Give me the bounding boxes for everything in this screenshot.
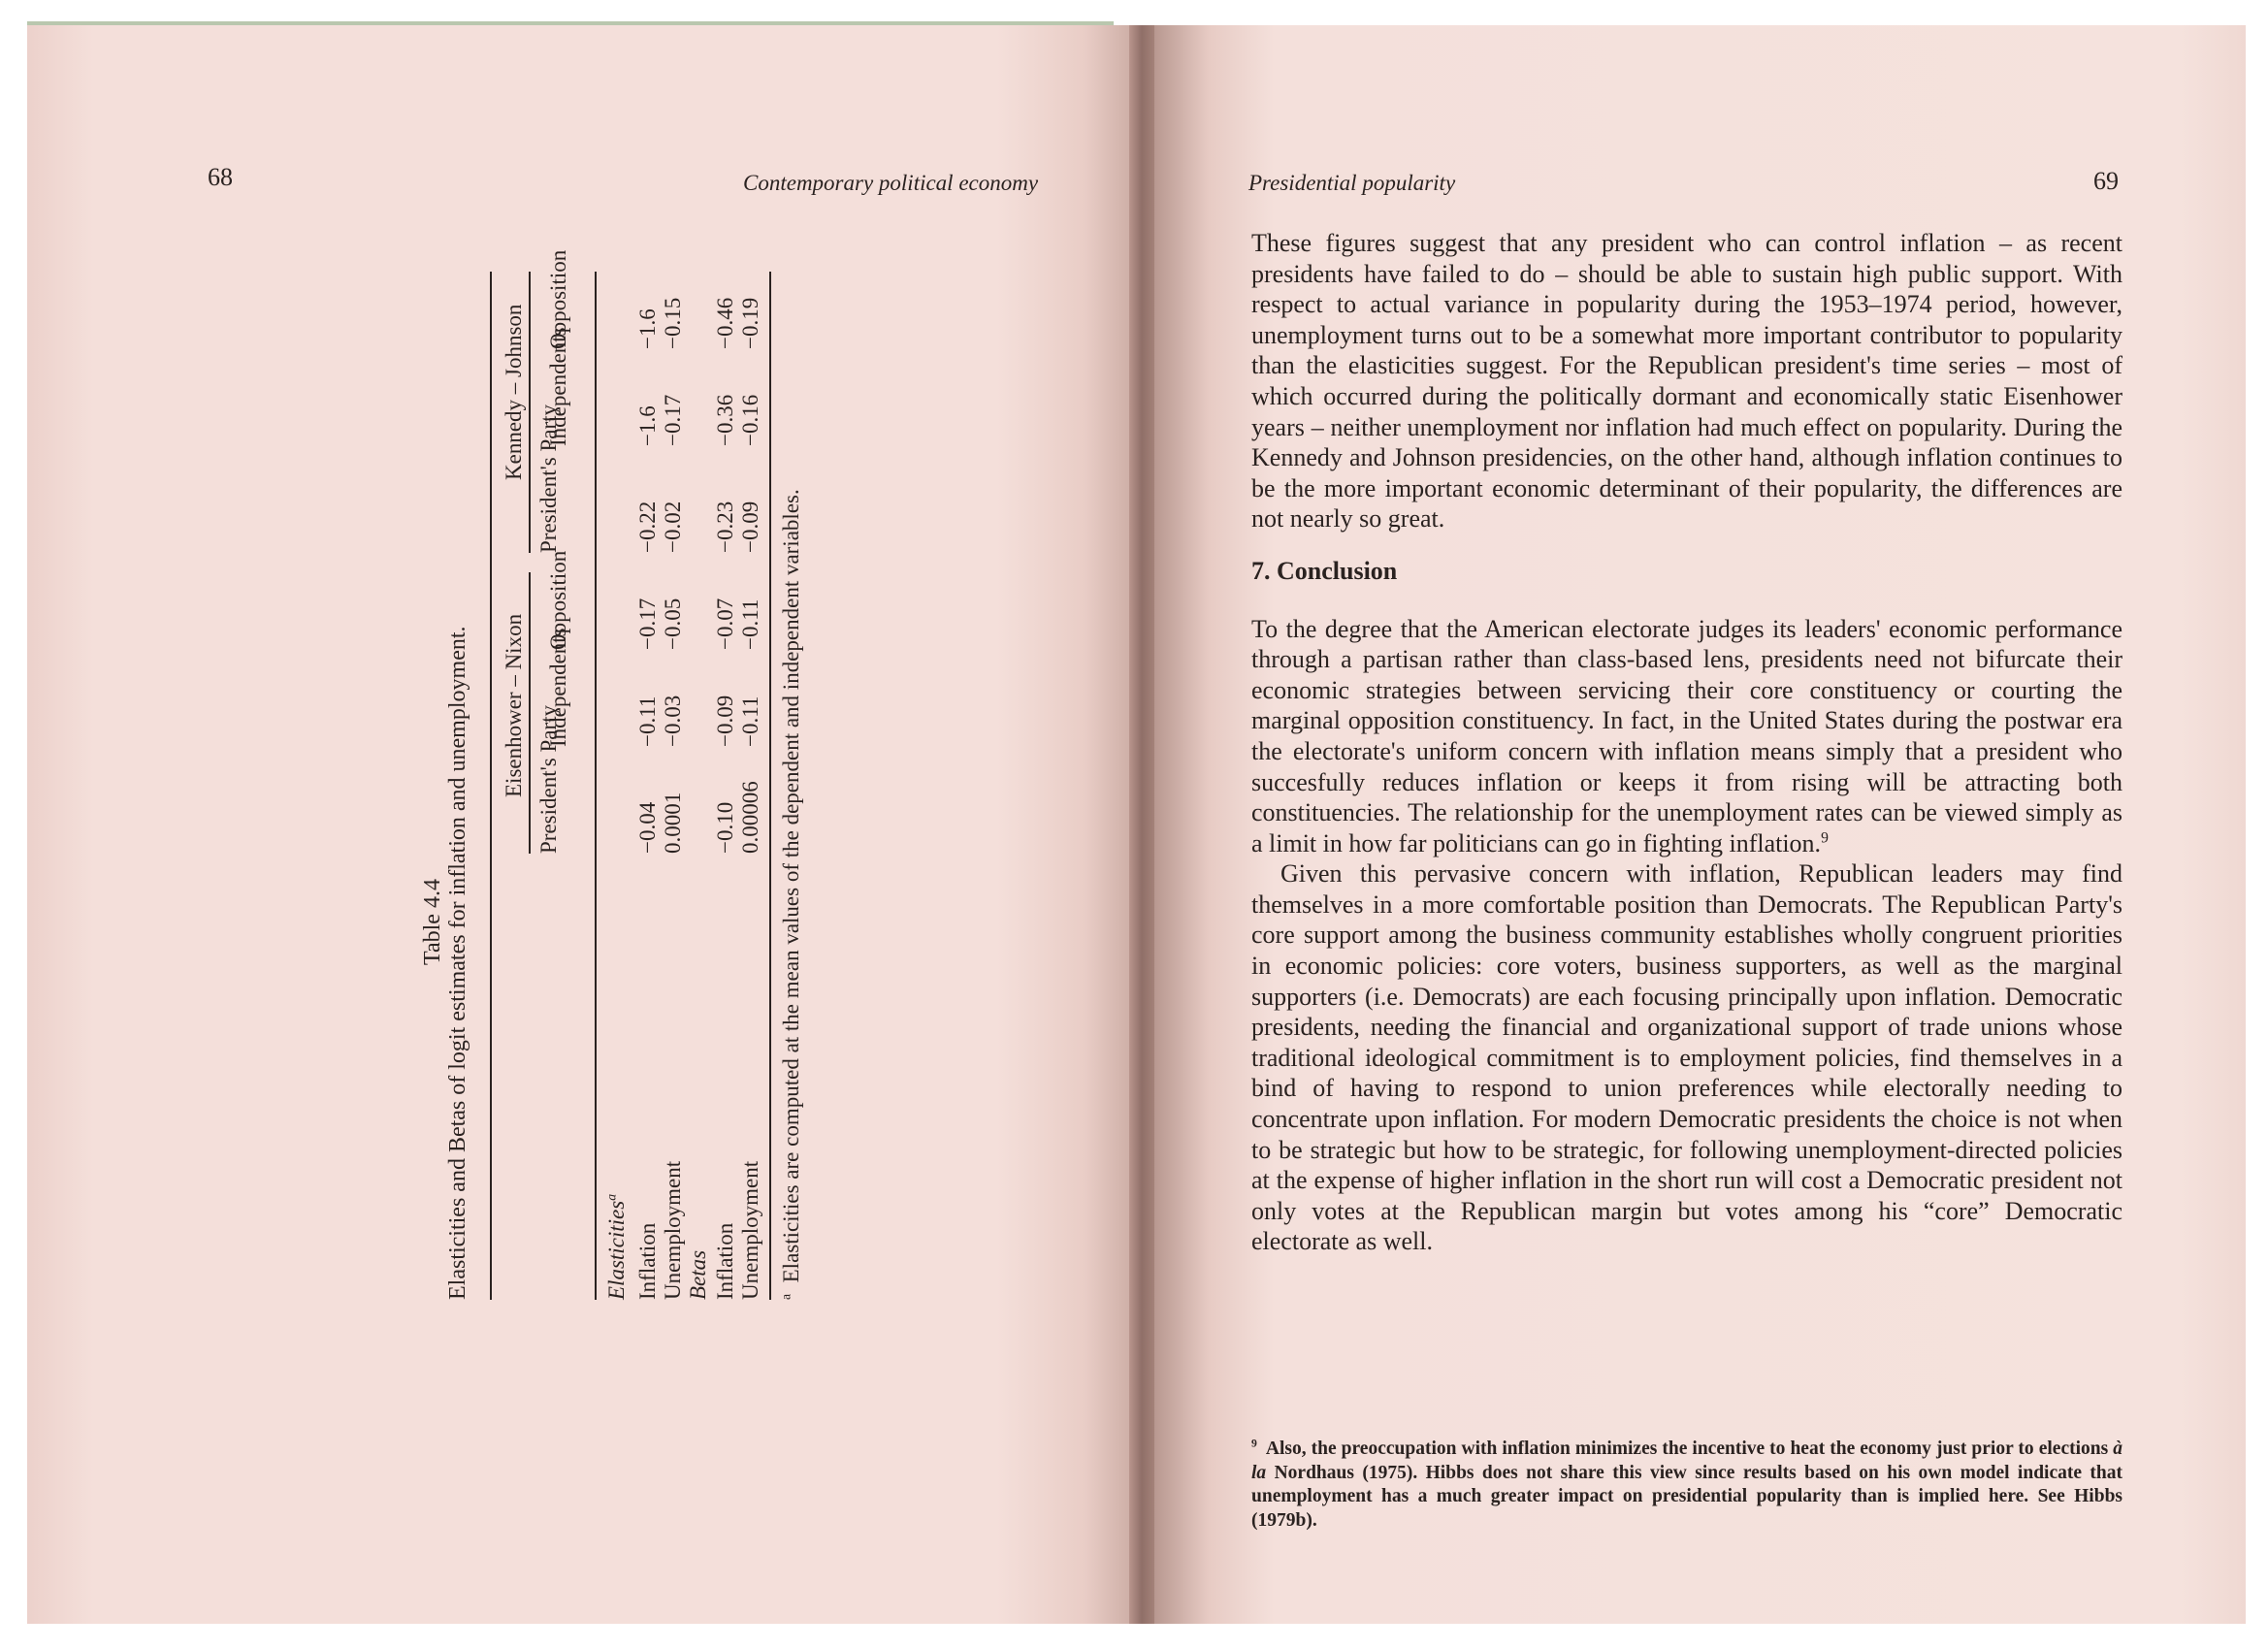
col-header-independents-2: Independents bbox=[546, 327, 570, 446]
table-bottom-rule bbox=[769, 272, 771, 1300]
beta-values: −0.07 −0.11 bbox=[713, 598, 763, 650]
col-header-presidents-party-1: President's Party bbox=[536, 705, 561, 854]
beta-values: −0.09 −0.11 bbox=[713, 695, 763, 747]
elasticity-values: −1.6 −0.17 bbox=[635, 394, 686, 446]
elasticity-values: −0.11 −0.03 bbox=[635, 695, 686, 747]
beta-values: −0.46 −0.19 bbox=[713, 297, 763, 349]
footnote-ref: 9 bbox=[1821, 829, 1829, 847]
section-heading-conclusion: 7. Conclusion bbox=[1251, 556, 1398, 585]
left-running-head: Contemporary political economy bbox=[743, 171, 1039, 195]
elasticity-values: −0.17 −0.05 bbox=[635, 598, 686, 650]
group-rule-2 bbox=[529, 272, 531, 553]
header-rule bbox=[595, 272, 597, 1300]
footnote-9: $^9$ Also, the preoccupation with inflation minimizes the incentive to heat the economy just prior to elections à la Nordhaus (1975). Hibbs does not share this view since results based on his own model indicate that unemployment has a much greater impact on presidential popularity than is implied here. See Hibbs (1979b). bbox=[1251, 1437, 2123, 1531]
table-footnote: $^a$ Elasticities are computed at the mean values of the dependent and independent variables. bbox=[778, 489, 803, 1300]
left-page-number: 68 bbox=[208, 163, 233, 191]
row-labels-betas: Inflation Unemployment bbox=[713, 1160, 763, 1300]
group-rule-1 bbox=[529, 572, 531, 854]
col-header-opposition-2: Opposition bbox=[546, 249, 570, 349]
table-number: Table 4.4 bbox=[420, 879, 445, 965]
col-header-opposition-1: Opposition bbox=[546, 550, 570, 650]
paragraph-3: Given this pervasive concern with inflation, Republican leaders may find themselves in a more comfortable position than Democrats. The Republican Party's core support among the business community establishes wholly congruent priorities in economic policies: core voters, business supporters, as well as the marginal supporters (i.e. Democrats) are each focusing principally upon inflation. Democratic presidents, needing the financial and organizational support of trade unions whose traditional ideological commitment is to employment policies, find themselves in a bind of having to respond to union preferences while electorally needing to concentrate upon inflation. For modern Democratic presidents the choice is not when to be strategic but how to be strategic, for following unemployment-directed policies at the expense of higher inflation in the short run will cost a Democratic president not only votes at the Republican margin but votes among his “core” Democratic electorate as well. bbox=[1251, 859, 2122, 1256]
section-betas: Betas bbox=[686, 1249, 710, 1300]
group-header-eisenhower-nixon: Eisenhower – Nixon bbox=[502, 613, 526, 797]
beta-values: −0.10 0.00006 bbox=[713, 781, 763, 854]
elasticity-values: −1.6 −0.15 bbox=[635, 297, 686, 349]
right-running-head: Presidential popularity bbox=[1248, 171, 1456, 195]
col-header-independents-1: Independents bbox=[546, 628, 570, 747]
elasticity-values: −0.22 −0.02 bbox=[635, 501, 686, 553]
paragraph-1: These figures suggest that any president who can control inflation – as recent presidents have failed to do – should be able to sustain high public support. With respect to actual variance in popularity during the 1953–1974 period, however, unemployment turns out to be a somewhat more important contributor to popularity than the elasticities suggest. For the Republican president's time series – most of which occurred during the politically dormant and economically static Eisenhower years – neither unemployment nor inflation had much effect on popularity. During the Kennedy and Johnson presidencies, on the other hand, although inflation continues to be the more important economic determinant of their popularity, the differences are not nearly so great. bbox=[1251, 229, 2122, 534]
table-4-4 bbox=[393, 249, 839, 1300]
section-elasticities: Elasticities$^a$ bbox=[603, 1193, 629, 1300]
group-header-kennedy-johnson: Kennedy – Johnson bbox=[502, 304, 526, 480]
right-page-number: 69 bbox=[2093, 167, 2119, 195]
col-header-presidents-party-2: President's Party bbox=[536, 404, 561, 553]
paragraph-2: To the degree that the American electorate judges its leaders' economic performance through a partisan rather than class-based lens, presidents need not bifurcate their economic strategies between servicing their core constituency or courting the marginal opposition constituency. In fact, in the United States during the postwar era the electorate's uniform concern with inflation means simply that a president who succesfully reduces inflation or keeps it from rising will be attracting both constituencies. The relationship for the unemployment rates can be viewed simply as a limit in how far politicians can go in fighting inflation.$^9$ bbox=[1251, 614, 2122, 857]
elasticity-values: −0.04 0.0001 bbox=[635, 792, 686, 854]
table-title: Elasticities and Betas of logit estimates for inflation and unemployment. bbox=[445, 626, 470, 1300]
row-labels-elasticities: Inflation Unemployment bbox=[635, 1160, 686, 1300]
table-top-rule bbox=[490, 272, 492, 1300]
book-gutter bbox=[1129, 25, 1154, 1624]
beta-values: −0.36 −0.16 bbox=[713, 394, 763, 446]
beta-values: −0.23 −0.09 bbox=[713, 501, 763, 553]
body-text bbox=[1251, 228, 2122, 1257]
